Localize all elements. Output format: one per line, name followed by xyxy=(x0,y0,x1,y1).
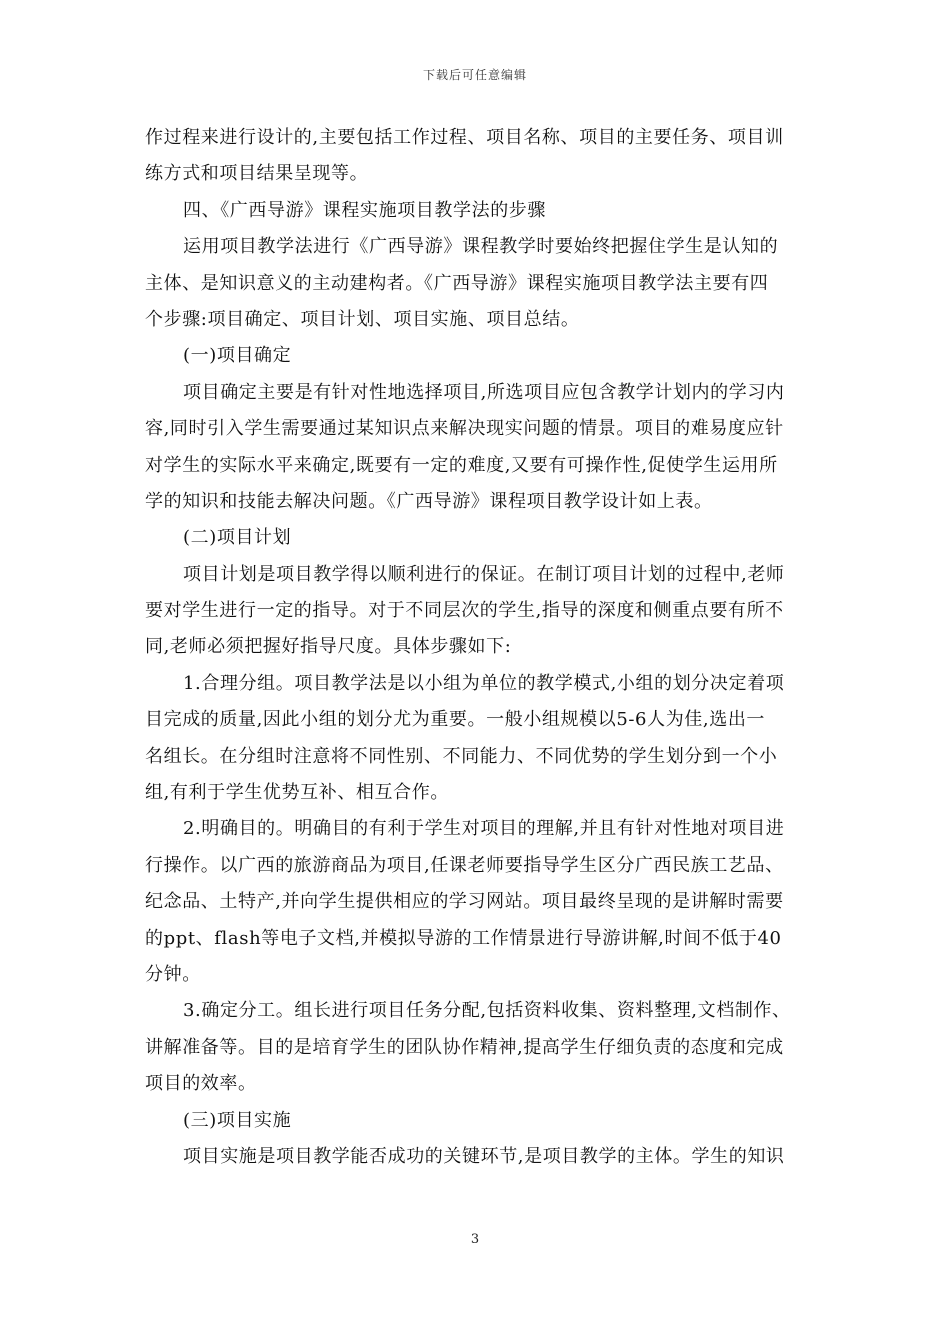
list-item-line: 组,有利于学生优势互补、相互合作。 xyxy=(145,782,449,804)
list-item-line: 纪念品、土特产,并向学生提供相应的学习网站。项目最终呈现的是讲解时需要 xyxy=(145,891,784,913)
list-item-line: 的ppt、flash等电子文档,并模拟导游的工作情景进行导游讲解,时间不低于40 xyxy=(145,927,782,949)
paragraph-line: 同,老师必须把握好指导尺度。具体步骤如下: xyxy=(145,636,512,658)
paragraph-line: 个步骤:项目确定、项目计划、项目实施、项目总结。 xyxy=(145,308,580,330)
paragraph-line: 学的知识和技能去解决问题。《广西导游》课程项目教学设计如上表。 xyxy=(145,490,713,512)
section-heading: 四、《广西导游》课程实施项目教学法的步骤 xyxy=(183,199,546,221)
paragraph-line: 练方式和项目结果呈现等。 xyxy=(145,163,369,185)
paragraph-line: 项目计划是项目教学得以顺利进行的保证。在制订项目计划的过程中,老师 xyxy=(183,563,785,585)
paragraph-line: 主体、是知识意义的主动建构者。《广西导游》课程实施项目教学法主要有四 xyxy=(145,272,769,294)
paragraph-line: 对学生的实际水平来确定,既要有一定的难度,又要有可操作性,促使学生运用所 xyxy=(145,454,778,476)
page-number: 3 xyxy=(470,1232,480,1247)
paragraph-line: 作过程来进行设计的,主要包括工作过程、项目名称、项目的主要任务、项目训 xyxy=(145,127,784,148)
list-item-line: 行操作。以广西的旅游商品为项目,任课老师要指导学生区分广西民族工艺品、 xyxy=(145,854,784,876)
subsection-heading: (三)项目实施 xyxy=(183,1109,292,1131)
list-item-line: 分钟。 xyxy=(145,963,201,985)
paragraph-line: 容,同时引入学生需要通过某知识点来解决现实问题的情景。项目的难易度应针 xyxy=(145,418,784,440)
list-item-line: 3.确定分工。组长进行项目任务分配,包括资料收集、资料整理,文档制作、 xyxy=(183,1000,791,1022)
list-item-line: 2.明确目的。明确目的有利于学生对项目的理解,并且有针对性地对项目进 xyxy=(183,818,785,840)
paragraph-line: 项目确定主要是有针对性地选择项目,所选项目应包含教学计划内的学习内 xyxy=(183,381,785,403)
list-item-line: 1.合理分组。项目教学法是以小组为单位的教学模式,小组的划分决定着项 xyxy=(183,672,785,694)
document-body xyxy=(145,120,809,1175)
paragraph-line: 要对学生进行一定的指导。对于不同层次的学生,指导的深度和侧重点要有所不 xyxy=(145,600,784,622)
list-item-line: 讲解准备等。目的是培育学生的团队协作精神,提高学生仔细负责的态度和完成 xyxy=(145,1036,784,1058)
paragraph-line: 项目实施是项目教学能否成功的关键环节,是项目教学的主体。学生的知识 xyxy=(183,1145,785,1167)
subsection-heading: (一)项目确定 xyxy=(183,345,292,367)
list-item-line: 项目的效率。 xyxy=(145,1073,257,1095)
list-item-line: 目完成的质量,因此小组的划分尤为重要。一般小组规模以5-6人为佳,选出一 xyxy=(145,709,766,731)
paragraph-line: 运用项目教学法进行《广西导游》课程教学时要始终把握住学生是认知的 xyxy=(183,236,779,258)
page-header: 下载后可任意编辑 xyxy=(422,68,527,82)
subsection-heading: (二)项目计划 xyxy=(183,527,292,549)
list-item-line: 名组长。在分组时注意将不同性别、不同能力、不同优势的学生划分到一个小 xyxy=(145,745,778,767)
